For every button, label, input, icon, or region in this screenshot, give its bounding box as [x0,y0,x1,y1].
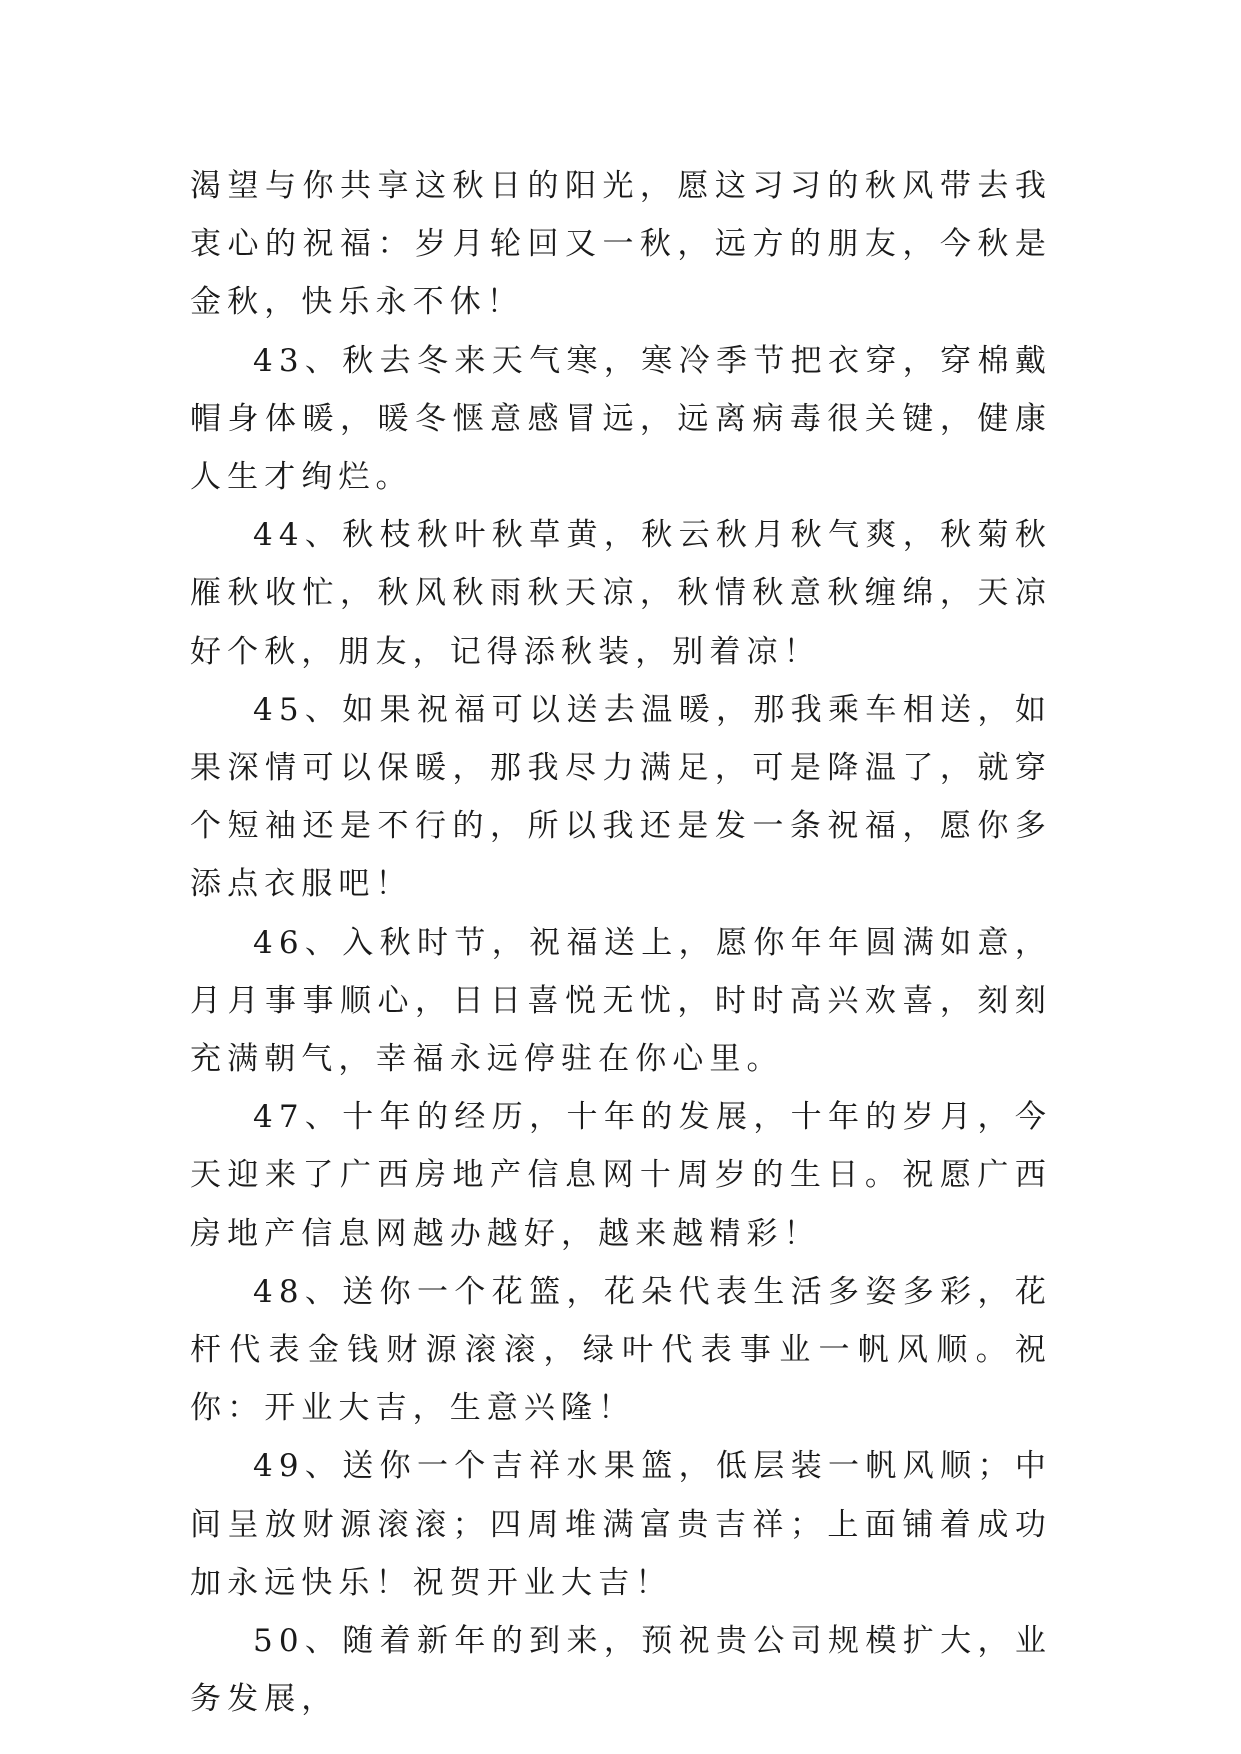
paragraph-48: 48、送你一个花篮，花朵代表生活多姿多彩，花杆代表金钱财源滚滚，绿叶代表事业一帆风顺。祝你：开业大吉，生意兴隆！ [190,1273,1052,1427]
paragraph-49: 49、送你一个吉祥水果篮，低层装一帆风顺；中间呈放财源滚滚；四周堆满富贵吉祥；上面铺着成功加永远快乐！祝贺开业大吉！ [190,1448,1052,1601]
paragraph-47: 47、十年的经历，十年的发展，十年的岁月，今天迎来了广西房地产信息网十周岁的生日。祝愿广西房地产信息网越办越好，越来越精彩！ [190,1099,1052,1252]
paragraph-43: 43、秋去冬来天气寒，寒冷季节把衣穿，穿棉戴帽身体暖，暖冬惬意感冒远，远离病毒很关键，健康人生才绚烂。 [190,342,1052,496]
document-body [190,157,1052,1728]
paragraph-44: 44、秋枝秋叶秋草黄，秋云秋月秋气爽，秋菊秋雁秋收忙，秋风秋雨秋天凉，秋情秋意秋缠绵，天凉好个秋，朋友，记得添秋装，别着凉！ [190,517,1052,670]
paragraph-continuation: 渴望与你共享这秋日的阳光，愿这习习的秋风带去我衷心的祝福：岁月轮回又一秋，远方的朋友，今秋是金秋，快乐永不休！ [190,168,1052,321]
paragraph-50: 50、随着新年的到来，预祝贵公司规模扩大，业务发展， [190,1623,1052,1718]
paragraph-46: 46、入秋时节，祝福送上，愿你年年圆满如意，月月事事顺心，日日喜悦无忧，时时高兴欢喜，刻刻充满朝气，幸福永远停驻在你心里。 [190,924,1052,1078]
paragraph-45: 45、如果祝福可以送去温暖，那我乘车相送，如果深情可以保暖，那我尽力满足，可是降温了，就穿个短袖还是不行的，所以我还是发一条祝福，愿你多添点衣服吧！ [190,691,1052,903]
